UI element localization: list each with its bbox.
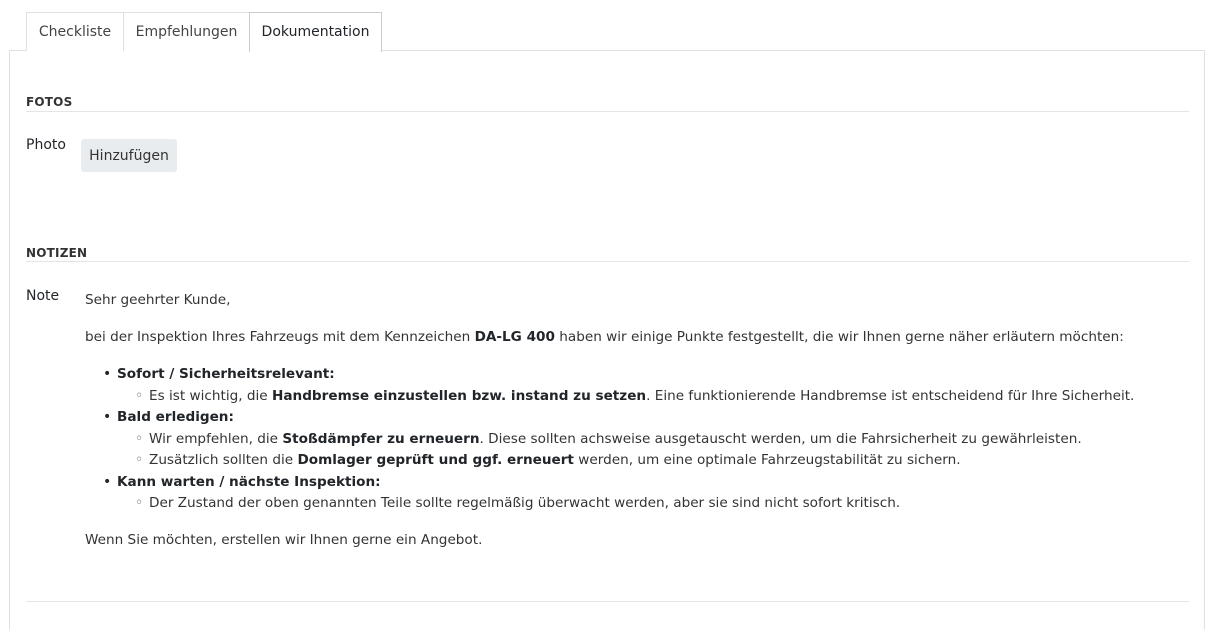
note-intro [85,329,1124,345]
divider [26,111,1189,112]
tab-empfehlungen[interactable]: Empfehlungen [123,12,250,51]
item-text: . Diese sollten achsweise ausgetauscht werden, um die Fahrsicherheit zu gewährleisten. [479,431,1082,447]
list-item [149,452,961,468]
item-text: . Eine funktionierende Handbremse ist entscheidend für Ihre Sicherheit. [646,388,1135,404]
list-item [117,474,381,490]
notes-section-title: NOTIZEN [26,246,88,260]
note-greeting: Sehr geehrter Kunde, [85,292,231,308]
note-closing: Wenn Sie möchten, erstellen wir Ihnen gerne ein Angebot. [85,532,483,548]
divider [26,601,1189,602]
note-intro-post: haben wir einige Punkte festgestellt, die wir Ihnen gerne näher erläutern möchten: [554,329,1124,345]
tab-bar [10,12,1205,51]
group-title: Sofort / Sicherheitsrelevant: [117,366,335,382]
tab-dokumentation[interactable]: Dokumentation [249,12,382,52]
item-bold: Handbremse einzustellen bzw. instand zu setzen [271,388,647,404]
add-photo-button[interactable]: Hinzufügen [81,139,177,172]
photos-section-title: FOTOS [26,95,73,109]
license-plate: DA-LG 400 [474,329,555,345]
list-item [149,431,1082,447]
item-text: Wir empfehlen, die [149,431,283,447]
item-bold: Stoßdämpfer zu erneuern [282,431,480,447]
item-text: Der Zustand der oben genannten Teile sollte regelmäßig überwacht werden, aber sie sind nicht sofort kritisch. [149,495,901,511]
note-intro-pre: bei der Inspektion Ihres Fahrzeugs mit dem Kennzeichen [85,329,475,345]
divider [26,261,1189,262]
list-item [117,366,335,382]
photo-label: Photo [26,137,66,153]
group-title: Kann warten / nächste Inspektion: [117,474,381,490]
item-bold: Domlager geprüft und ggf. erneuert [297,452,574,468]
item-text: Es ist wichtig, die [149,388,272,404]
item-text: Zusätzlich sollten die [149,452,298,468]
tab-checkliste[interactable]: Checkliste [26,12,124,51]
list-item [149,388,1134,404]
list-item [117,409,234,425]
group-title: Bald erledigen: [117,409,234,425]
note-label: Note [26,288,60,304]
item-text: werden, um eine optimale Fahrzeugstabilität zu sichern. [573,452,961,468]
list-item [149,495,900,511]
